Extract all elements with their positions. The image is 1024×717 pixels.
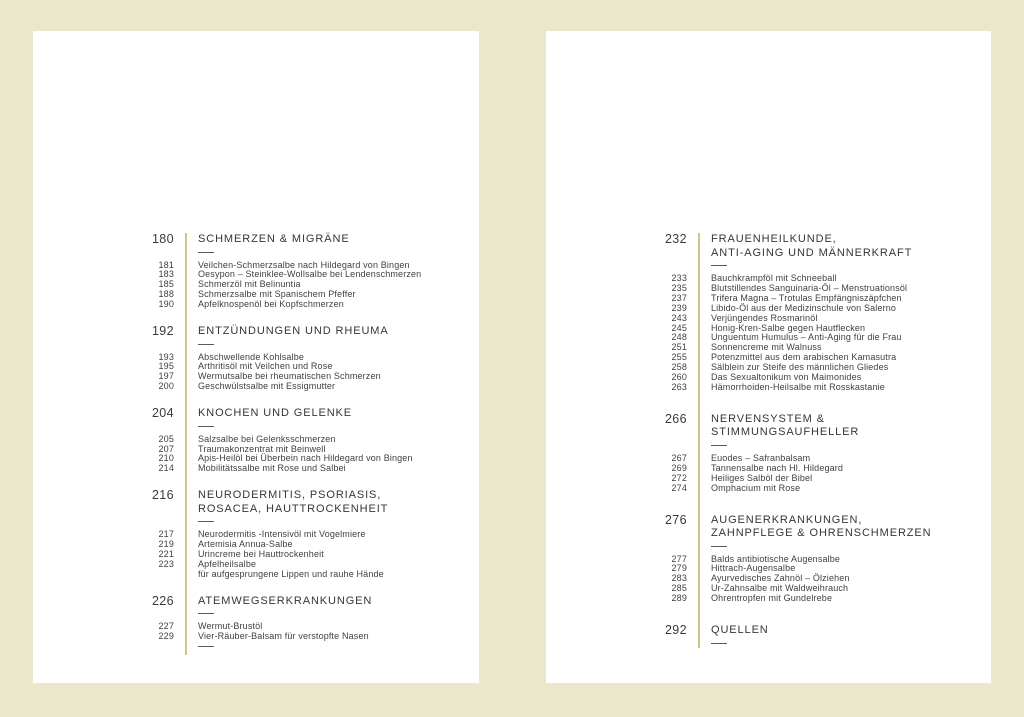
section-title bbox=[198, 595, 479, 609]
entry-title-line: Wermutsalbe bei rheumatischen Schmerzen bbox=[198, 371, 381, 382]
section-heading bbox=[198, 489, 479, 522]
toc-section bbox=[33, 325, 479, 392]
toc-entry bbox=[33, 560, 479, 580]
section-divider-dash bbox=[198, 426, 214, 427]
entry-page-number: 190 bbox=[158, 299, 174, 310]
entry-title-line: Verjüngendes Rosmarinöl bbox=[711, 312, 818, 323]
entry-page-number: 267 bbox=[671, 452, 687, 463]
entry-title-line: Tannensalbe nach Hl. Hildegard bbox=[711, 462, 844, 473]
section-entries bbox=[33, 622, 479, 647]
entry-page-number: 272 bbox=[671, 472, 687, 483]
section-heading bbox=[711, 413, 991, 446]
section-title-line: FRAUENHEILKUNDE, bbox=[711, 233, 837, 245]
entry-page-number: 207 bbox=[158, 443, 174, 454]
entry-title-line: Neurodermitis -Intensivöl mit Vogelmiere bbox=[198, 529, 366, 540]
entry-page-number: 193 bbox=[158, 351, 174, 362]
spacer bbox=[33, 642, 174, 647]
entry-page-number: 217 bbox=[158, 529, 174, 540]
entry-title-line: Mobilitätssalbe mit Rose und Salbei bbox=[198, 463, 346, 474]
entry-title bbox=[711, 383, 991, 393]
entry-title-line: Geschwülstsalbe mit Essigmutter bbox=[198, 381, 336, 392]
section-entries bbox=[546, 454, 991, 494]
entry-title-line: Apfelknospenöl bei Kopfschmerzen bbox=[198, 299, 344, 310]
section-header bbox=[33, 595, 479, 615]
section-divider-dash bbox=[711, 546, 727, 547]
entry-page-number: 243 bbox=[671, 312, 687, 323]
section-entries bbox=[33, 353, 479, 393]
section-page-number: 232 bbox=[664, 232, 687, 246]
toc-entry bbox=[546, 484, 991, 494]
section-page-number: 226 bbox=[151, 593, 174, 608]
entry-title-line: Apfelheilsalbe bbox=[198, 559, 257, 569]
entry-title-line: Unguentum Humulus – Anti-Aging für die Frau bbox=[711, 332, 902, 343]
section-divider-dash bbox=[198, 521, 214, 522]
section-heading bbox=[198, 233, 479, 253]
section-header bbox=[546, 413, 991, 446]
entry-title-line: Wermut-Brustöl bbox=[198, 621, 263, 632]
section-divider-dash bbox=[198, 252, 214, 253]
entry-page-number: 245 bbox=[671, 322, 687, 333]
entry-title-line: Schmerzsalbe mit Spanischem Pfeffer bbox=[198, 289, 356, 300]
toc-section bbox=[546, 233, 991, 393]
entry-title-line: Urincreme bei Hauttrockenheit bbox=[198, 549, 324, 560]
entry-page-number: 285 bbox=[671, 583, 687, 594]
section-page-number: 204 bbox=[151, 406, 174, 421]
section-page-number: 216 bbox=[151, 488, 174, 503]
section-entries bbox=[33, 530, 479, 580]
section-title bbox=[711, 413, 991, 440]
entry-title-line: Veilchen-Schmerzsalbe nach Hildegard von Bingen bbox=[198, 259, 410, 270]
entry-title-line: Abschwellende Kohlsalbe bbox=[198, 351, 305, 362]
entry-title-line: Salzsalbe bei Gelenksschmerzen bbox=[198, 433, 336, 444]
section-title bbox=[198, 489, 479, 516]
entry-title-line: Honig-Kren-Salbe gegen Hautflecken bbox=[711, 322, 866, 333]
toc-entry bbox=[33, 550, 479, 560]
entry-title-line: Libido-Öl aus der Medizinschule von Salerno bbox=[711, 302, 897, 313]
entry-page-number: 188 bbox=[158, 289, 174, 300]
section-divider-dash bbox=[711, 265, 727, 266]
entry-title-line: Blutstillendes Sanguinaria-Öl – Menstruationsöl bbox=[711, 282, 908, 293]
entry-page-number: 260 bbox=[671, 372, 687, 383]
section-divider-dash bbox=[198, 344, 214, 345]
table-of-contents-left bbox=[33, 233, 479, 662]
toc-section bbox=[546, 624, 991, 644]
section-entries bbox=[33, 261, 479, 311]
entry-title-line: Sonnencreme mit Walnuss bbox=[711, 342, 822, 353]
entry-page-number: 221 bbox=[158, 549, 174, 560]
section-title bbox=[711, 624, 991, 638]
section-page-number: 180 bbox=[151, 232, 174, 246]
entry-title-line: Potenzmittel aus dem arabischen Kamasutra bbox=[711, 352, 897, 363]
entry-page-number: 279 bbox=[671, 563, 687, 574]
toc-entry bbox=[546, 383, 991, 393]
section-title-line: ANTI-AGING UND MÄNNERKRAFT bbox=[711, 246, 913, 259]
section-page-number: 266 bbox=[664, 411, 687, 426]
entry-page-number: 255 bbox=[671, 352, 687, 363]
entry-title-line: Bauchkrampföl mit Schneeball bbox=[711, 273, 837, 283]
section-title bbox=[198, 407, 479, 421]
entry-title bbox=[711, 484, 991, 494]
entry-page-number: 263 bbox=[671, 381, 687, 392]
entry-page-number: 214 bbox=[158, 463, 174, 474]
section-title-line: QUELLEN bbox=[711, 624, 769, 637]
section-heading bbox=[198, 407, 479, 427]
section-header bbox=[546, 624, 991, 644]
section-title-line: STIMMUNGSAUFHELLER bbox=[711, 426, 860, 439]
toc-entry bbox=[33, 382, 479, 392]
entry-title-line: Hämorrhoiden-Heilsalbe mit Rosskastanie bbox=[711, 381, 885, 392]
toc-entry bbox=[33, 300, 479, 310]
toc-section bbox=[33, 233, 479, 310]
entry-title-line: Vier-Räuber-Balsam für verstopfte Nasen bbox=[198, 631, 369, 642]
entry-page-number: 233 bbox=[671, 273, 687, 283]
section-entries bbox=[546, 274, 991, 393]
section-heading bbox=[711, 624, 991, 644]
section-title-line: AUGENERKRANKUNGEN, bbox=[711, 513, 863, 526]
section-divider-dash bbox=[711, 643, 727, 644]
entry-title-line: Schmerzöl mit Belinuntia bbox=[198, 279, 301, 290]
entry-title bbox=[198, 632, 479, 642]
section-page-number: 276 bbox=[664, 512, 687, 527]
entry-title-line: Euodes – Safranbalsam bbox=[711, 452, 811, 463]
entry-page-number: 181 bbox=[158, 259, 174, 270]
entry-title-line: Sälblein zur Steife des männlichen Gliedes bbox=[711, 362, 889, 373]
toc-entry bbox=[546, 594, 991, 604]
section-header bbox=[33, 489, 479, 522]
entry-title-line: Trifera Magna – Trotulas Empfängniszäpfchen bbox=[711, 292, 902, 303]
section-page-number: 192 bbox=[151, 324, 174, 339]
section-heading bbox=[198, 325, 479, 345]
entry-page-number: 283 bbox=[671, 573, 687, 584]
section-title bbox=[711, 233, 991, 260]
section-heading bbox=[711, 233, 991, 266]
entry-page-number: 289 bbox=[671, 593, 687, 604]
section-title-line: SCHMERZEN & MIGRÄNE bbox=[198, 233, 350, 245]
entry-page-number: 210 bbox=[158, 453, 174, 464]
entry-title-line: Ohrentropfen mit Gundelrebe bbox=[711, 593, 833, 604]
entry-title-line: für aufgesprungene Lippen und rauhe Hände bbox=[198, 568, 384, 579]
section-entries bbox=[546, 555, 991, 605]
section-header bbox=[33, 407, 479, 427]
entry-title bbox=[711, 594, 991, 604]
section-header bbox=[33, 325, 479, 345]
entry-title-line: Arthritisöl mit Veilchen und Rose bbox=[198, 361, 333, 372]
entry-page-number: 195 bbox=[158, 361, 174, 372]
entry-page-number: 239 bbox=[671, 302, 687, 313]
entry-page-number: 269 bbox=[671, 462, 687, 473]
entry-title bbox=[198, 300, 479, 310]
section-page-number: 292 bbox=[664, 623, 687, 638]
toc-section bbox=[33, 407, 479, 474]
entry-title-line: Heiliges Salböl der Bibel bbox=[711, 472, 813, 483]
toc-section bbox=[546, 514, 991, 605]
section-divider-dash bbox=[198, 613, 214, 614]
toc-section bbox=[33, 489, 479, 580]
entry-page-number: 183 bbox=[158, 269, 174, 280]
entry-page-number: 274 bbox=[671, 482, 687, 493]
entry-title-line: Ur-Zahnsalbe mit Waldweihrauch bbox=[711, 583, 849, 594]
entry-page-number: 219 bbox=[158, 539, 174, 550]
section-heading bbox=[198, 595, 479, 615]
toc-section bbox=[33, 595, 479, 647]
section-header bbox=[33, 233, 479, 253]
entry-title bbox=[198, 464, 479, 474]
entry-page-number: 227 bbox=[158, 621, 174, 632]
section-entries bbox=[33, 435, 479, 475]
section-title-line: ZAHNPFLEGE & OHRENSCHMERZEN bbox=[711, 527, 932, 539]
entry-title-line: Balds antibiotische Augensalbe bbox=[711, 553, 841, 564]
entry-page-number: 229 bbox=[158, 631, 174, 642]
entry-page-number: 235 bbox=[671, 282, 687, 293]
entry-title-line: Apis-Heilöl bei Überbein nach Hildegard von Bingen bbox=[198, 453, 413, 464]
entry-title bbox=[198, 382, 479, 392]
entry-page-number: 197 bbox=[158, 371, 174, 382]
entry-page-number: 237 bbox=[671, 292, 687, 303]
section-title-line: KNOCHEN UND GELENKE bbox=[198, 407, 353, 420]
entry-title-line: Oesypon – Steinklee-Wollsalbe bei Lendenschmerzen bbox=[198, 269, 422, 280]
book-page-left bbox=[33, 31, 479, 683]
toc-entry bbox=[33, 632, 479, 642]
section-title-line: ROSACEA, HAUTTROCKENHEIT bbox=[198, 502, 389, 515]
entry-page-number: 277 bbox=[671, 553, 687, 564]
entry-page-number: 251 bbox=[671, 342, 687, 353]
section-title-line: NERVENSYSTEM & bbox=[711, 412, 825, 425]
section-title bbox=[711, 514, 991, 541]
entry-page-number: 223 bbox=[158, 559, 174, 569]
entry-title-line: Artemisia Annua-Salbe bbox=[198, 539, 293, 550]
entry-page-number: 205 bbox=[158, 433, 174, 444]
entry-title-line: Hittrach-Augensalbe bbox=[711, 563, 796, 574]
section-title-line: NEURODERMITIS, PSORIASIS, bbox=[198, 489, 382, 502]
entry-page-number: 248 bbox=[671, 332, 687, 343]
end-divider bbox=[198, 642, 479, 647]
entry-title-line: Omphacium mit Rose bbox=[711, 482, 801, 493]
section-title bbox=[198, 325, 479, 339]
end-divider-dash bbox=[198, 646, 214, 647]
section-header bbox=[546, 514, 991, 547]
entry-title-line: Traumakonzentrat mit Beinwell bbox=[198, 443, 326, 454]
section-heading bbox=[711, 514, 991, 547]
toc-entry bbox=[33, 464, 479, 474]
section-title-line: ENTZÜNDUNGEN UND RHEUMA bbox=[198, 325, 389, 338]
entry-page-number: 258 bbox=[671, 362, 687, 373]
entry-title-line: Ayurvedisches Zahnöl – Ölziehen bbox=[711, 573, 850, 584]
entry-page-number: 185 bbox=[158, 279, 174, 290]
entry-title bbox=[198, 560, 479, 580]
entry-page-number: 200 bbox=[158, 381, 174, 392]
entry-title-line: Das Sexualtonikum von Maimonides bbox=[711, 372, 862, 383]
end-divider-row bbox=[33, 642, 479, 647]
table-of-contents-right bbox=[546, 233, 991, 664]
toc-section bbox=[546, 413, 991, 494]
section-divider-dash bbox=[711, 445, 727, 446]
book-page-right bbox=[546, 31, 991, 683]
section-title bbox=[198, 233, 479, 247]
section-title-line: ATEMWEGSERKRANKUNGEN bbox=[198, 594, 373, 607]
section-header bbox=[546, 233, 991, 266]
